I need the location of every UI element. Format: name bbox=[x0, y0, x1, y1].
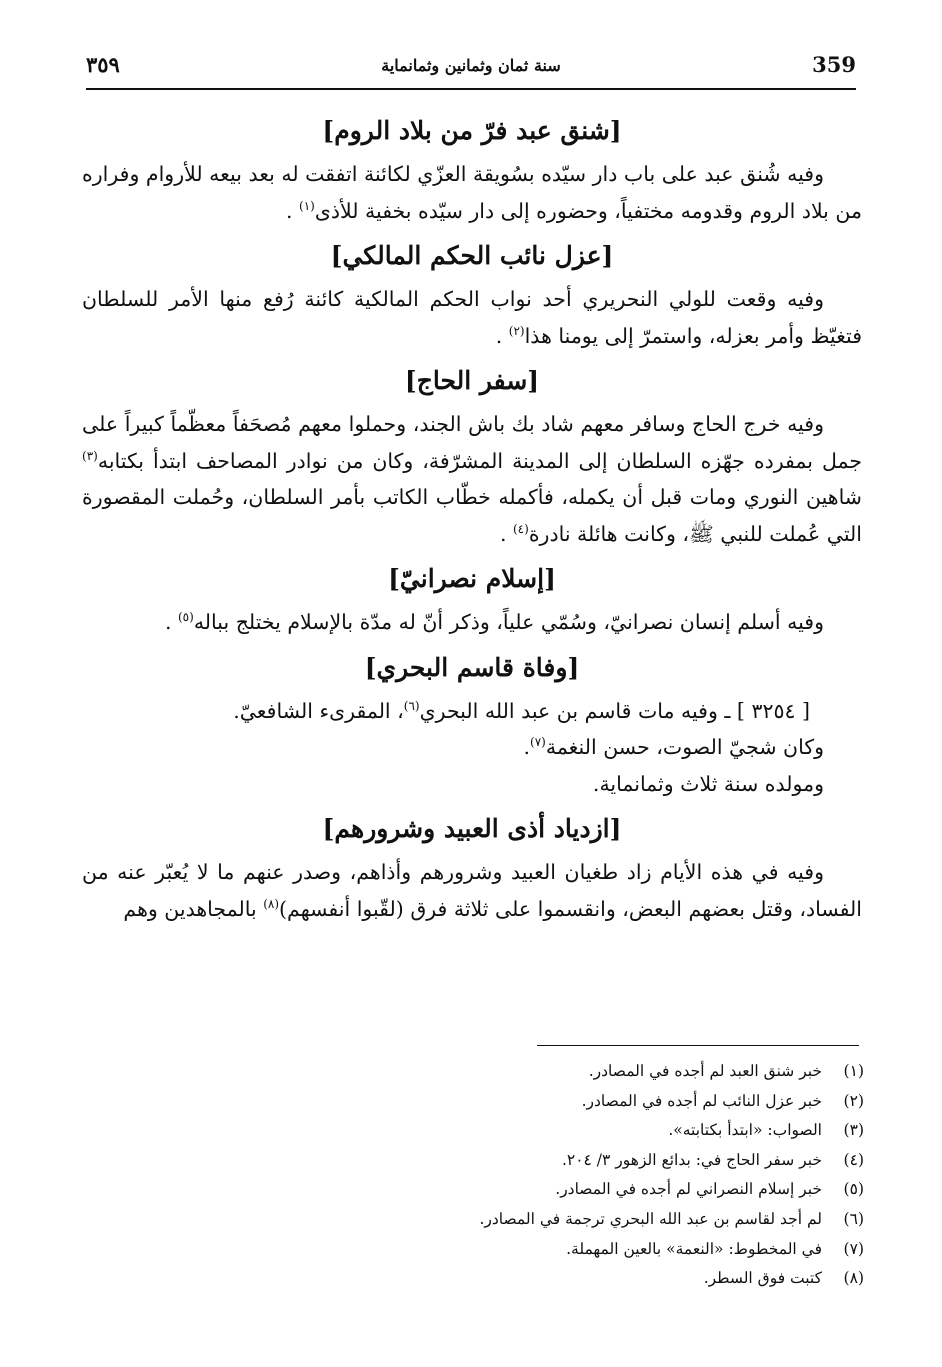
footnote bbox=[164, 1057, 864, 1087]
header-rule bbox=[86, 88, 856, 90]
footnote bbox=[164, 1146, 864, 1176]
footnote-number: (٣) bbox=[843, 1121, 864, 1140]
footnote-ref: (٢) bbox=[508, 323, 525, 338]
running-title: سنة ثمان وثمانين وثمانماية bbox=[381, 56, 561, 75]
section-heading: [ازدياد أذى العبيد وشرورهم] bbox=[322, 814, 622, 843]
footnote bbox=[164, 1205, 864, 1235]
footnote-text: خبر شنق العبد لم أجده في المصادر. bbox=[588, 1062, 822, 1080]
paragraph: وفيه وقعت للولي النحريري أحد نواب الحكم المالكية كائنة رُفع منها الأمر للسلطان فتغيّظ وأمر بعزله، واستمرّ إلى يومنا هذا$^{(٢)}$ . bbox=[82, 287, 862, 348]
footnote-number: (٨) bbox=[843, 1269, 864, 1288]
footnote-number: (٥) bbox=[843, 1180, 864, 1199]
page-number-latin: 359 bbox=[812, 52, 856, 77]
footnote-text: خبر سفر الحاج في: بدائع الزهور ٣/ ٢٠٤. bbox=[561, 1150, 822, 1169]
paragraph: وفيه شُنق عبد على باب دار سيّده بسُويقة العزّي لكائنة اتفقت له بعد بيعه للأروام وفراره من بلاد الروم وقدومه مختفياً، وحضوره إلى دار سيّده بخفية للأذى$^{(١)}$ . bbox=[82, 162, 862, 223]
footnote-text: كتبت فوق السطر. bbox=[703, 1269, 822, 1288]
footnote-ref: (٨) bbox=[263, 896, 280, 911]
footnote-number: (٦) bbox=[843, 1209, 864, 1228]
section-heading: [شنق عبد فرّ من بلاد الروم] bbox=[322, 116, 622, 145]
footnote-number: (١) bbox=[843, 1062, 864, 1080]
footnote-ref: (٧) bbox=[530, 735, 546, 750]
page-header bbox=[86, 48, 856, 82]
main-text bbox=[82, 104, 862, 927]
footnote-number: (٧) bbox=[843, 1239, 864, 1258]
section-heading: [عزل نائب الحكم المالكي] bbox=[330, 241, 614, 270]
footnote-ref: (٥) bbox=[177, 610, 194, 625]
footnote-ref: (١) bbox=[299, 198, 315, 213]
footnote-text: خبر عزل النائب لم أجده في المصادر. bbox=[581, 1091, 822, 1110]
section-heading: [وفاة قاسم البحري] bbox=[364, 652, 580, 682]
page-number-arabic: ٣٥٩ bbox=[86, 52, 120, 77]
footnote-text: خبر إسلام النصراني لم أجده في المصادر. bbox=[555, 1180, 822, 1199]
footnote-ref: (٤) bbox=[512, 521, 529, 536]
paragraph: ومولده سنة ثلاث وثمانماية. bbox=[592, 771, 824, 796]
section-heading: [إسلام نصرانيّ] bbox=[388, 564, 556, 593]
footnote bbox=[164, 1087, 864, 1117]
biography-entry: [ ٣٢٥٤ ] ـ وفيه مات قاسم بن عبد الله البحري$^{(٦)}$، المقرىء الشافعيّ. bbox=[233, 698, 810, 723]
paragraph: وفيه خرج الحاج وسافر معهم شاد بك باش الجند، وحملوا معهم مُصحَفاً معظّماً كبيراً على جمل بمفرده جهّزه السلطان إلى المدينة المشرّفة، وكان من نوادر المصاحف ابتدأ بكتابه$^{(٣)}$ شاهين النوري ومات قبل أن يكمله، فأكمله خطّاب الكاتب بأمر السلطان، وحُملت المقصورة التي عُملت للنبي ﷺ، وكانت هائلة نادرة$^{(٤)}$ . bbox=[82, 412, 862, 546]
section-heading: [سفر الحاج] bbox=[404, 366, 540, 395]
footnote-ref: (٦) bbox=[403, 698, 420, 713]
paragraph: وكان شجيّ الصوت، حسن النغمة$^{(٧)}$. bbox=[523, 735, 824, 759]
footnote-text: في المخطوط: «النعمة» بالعين المهملة. bbox=[566, 1239, 822, 1258]
footnote-number: (٢) bbox=[843, 1091, 864, 1110]
footnote-text: لم أجد لقاسم بن عبد الله البحري ترجمة في المصادر. bbox=[479, 1209, 822, 1228]
footnote bbox=[164, 1235, 864, 1265]
footnote-text: الصواب: «ابتدأ بكتابته». bbox=[668, 1121, 822, 1140]
paragraph: وفيه أسلم إنسان نصرانيّ، وسُمّي علياً، وذكر أنّ له مدّة بالإسلام يختلج بباله$^{(٥)}$ . bbox=[164, 610, 824, 634]
footnote bbox=[164, 1264, 864, 1294]
footnote-separator bbox=[537, 1045, 859, 1046]
paragraph: وفيه في هذه الأيام زاد طغيان العبيد وشرورهم وأذاهم، وصدر عنهم ما لا يُعبّر عنه من الفساد، وقتل بعضهم البعض، وانقسموا على ثلاثة فرق (لقّبوا أنفسهم)$^{(٨)}$ بالمجاهدين وهم bbox=[82, 860, 862, 921]
footnotes bbox=[164, 1057, 864, 1294]
footnote-ref: (٣) bbox=[82, 448, 98, 463]
footnote-number: (٤) bbox=[843, 1150, 864, 1169]
footnote bbox=[164, 1175, 864, 1205]
footnote bbox=[164, 1116, 864, 1146]
